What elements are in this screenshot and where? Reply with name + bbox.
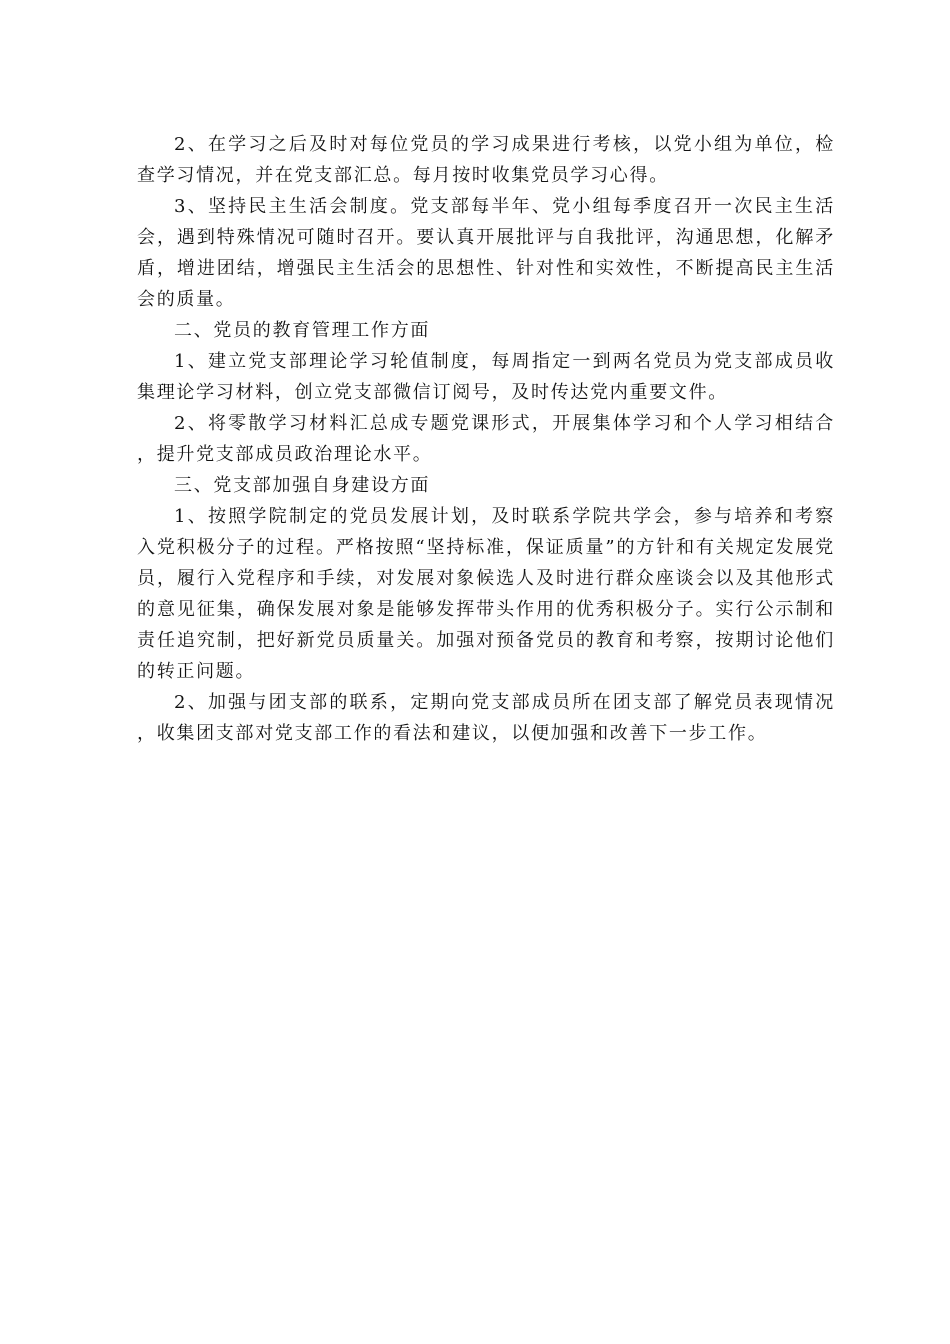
paragraph-theory-study-rotation: 1、建立党支部理论学习轮值制度，每周指定一到两名党员为党支部成员收集理论学习材料，创立党支部微信订阅号，及时传达党内重要文件。	[137, 351, 835, 403]
document-body	[137, 129, 835, 749]
section-heading-education-management: 二、党员的教育管理工作方面	[174, 320, 431, 341]
section-heading-self-building: 三、党支部加强自身建设方面	[174, 475, 431, 496]
paragraph-study-assessment: 2、在学习之后及时对每位党员的学习成果进行考核，以党小组为单位，检查学习情况，并在党支部汇总。每月按时收集党员学习心得。	[137, 134, 835, 186]
paragraph-member-development: 1、按照学院制定的党员发展计划，及时联系学院共学会，参与培养和考察入党积极分子的过程。严格按照“坚持标准，保证质量”的方针和有关规定发展党员，履行入党程序和手续，对发展对象候选人及时进行群众座谈会以及其他形式的意见征集，确保发展对象是能够发挥带头作用的优秀积极分子。实行公示制和责任追究制，把好新党员质量关。加强对预备党员的教育和考察，按期讨论他们的转正问题。	[137, 506, 835, 682]
paragraph-democratic-life-meeting: 3、坚持民主生活会制度。党支部每半年、党小组每季度召开一次民主生活会，遇到特殊情况可随时召开。要认真开展批评与自我批评，沟通思想，化解矛盾，增进团结，增强民主生活会的思想性、针对性和实效性，不断提高民主生活会的质量。	[137, 196, 835, 310]
paragraph-special-party-lessons: 2、将零散学习材料汇总成专题党课形式，开展集体学习和个人学习相结合，提升党支部成员政治理论水平。	[137, 413, 835, 465]
paragraph-league-branch-liaison: 2、加强与团支部的联系，定期向党支部成员所在团支部了解党员表现情况，收集团支部对党支部工作的看法和建议，以便加强和改善下一步工作。	[137, 692, 835, 744]
